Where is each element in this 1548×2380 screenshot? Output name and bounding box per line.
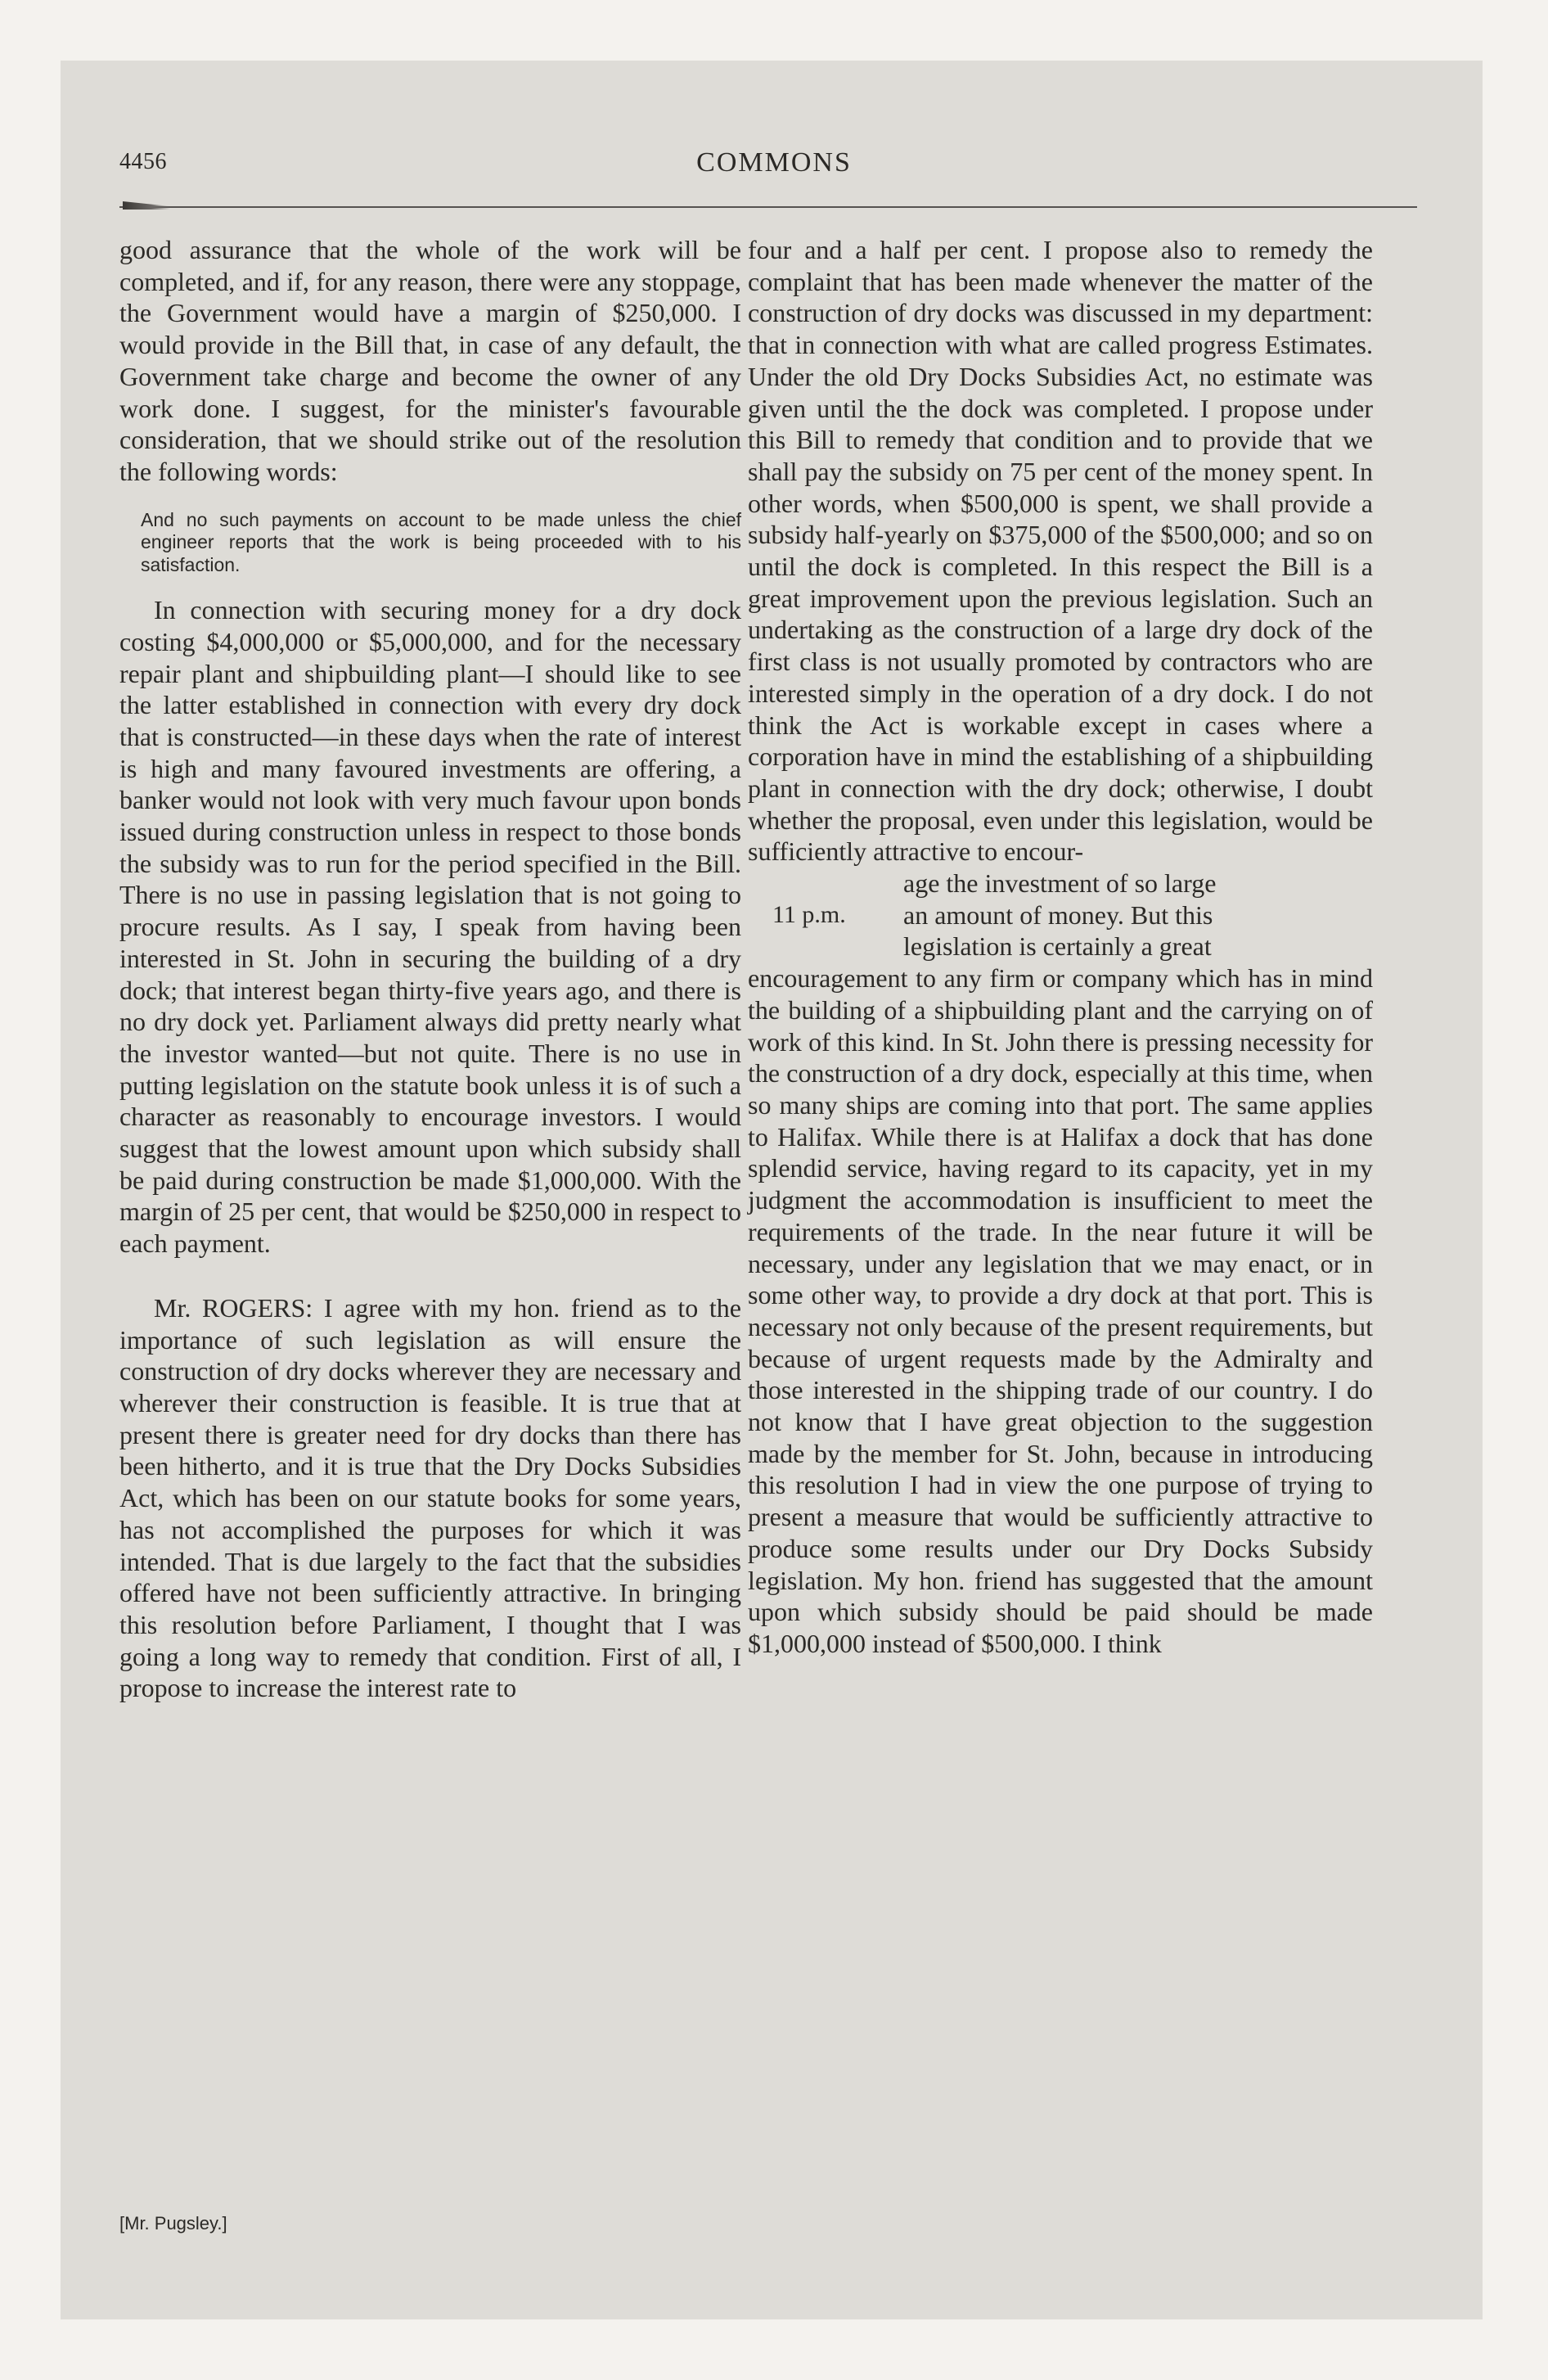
quoted-resolution-words: And no such payments on account to be made unless the chief engineer reports that the work is being proceeded with to his satisfaction. [141,508,741,575]
left-paragraph-rogers: Mr. ROGERS: I agree with my hon. friend as to the importance of such legislation as will ensure the construction of dry docks wherever they are necessary and wherever their construction is feasible. It is true that at present there is greater need for dry docks than there has been hitherto, and it is true that the Dry Docks Subsidies Act, which has been on our statute books for some years, has not accomplished the purposes for which it was intended. That is due largely to the fact that the subsidies offered have not been sufficiently attractive. In bringing this resolution before Parliament, I thought that I was going a long way to remedy that condition. First of all, I propose to increase the interest rate to [119,1292,741,1703]
time-line-3: legislation is certainly a great [903,931,1212,962]
left-paragraph-1: good assurance that the whole of the work will be completed, and if, for any reason, there were any stoppage, the Government would have a margin of $250,000. I would provide in the Bill that, in case of any default, the Government take charge and become the owner of any work done. I suggest, for the minister's favourable consideration, that we should strike out of the resolution the following words: [119,235,741,486]
running-head: COMMONS [696,147,852,178]
time-line-1: age the investment of so large [903,868,1217,899]
left-paragraph-2: In connection with securing money for a dry dock costing $4,000,000 or $5,000,000, and for the necessary repair plant and shipbuilding plant—I should like to see the latter established in connection with every dry dock that is constructed—in these days when the rate of interest is high and many favoured investments are offering, a banker would not look with very much favour upon bonds issued during construction unless in respect to those bonds the subsidy was to run for the period specified in the Bill. There is no use in passing legislation that is not going to procure results. As I say, I speak from having been interested in St. John in securing the building of a dry dock; that interest began thirty-five years ago, and there is no dry dock yet. Parliament always did pretty nearly what the investor wanted—but not quite. There is no use in putting legislation on the statute book unless it is of such a character as reasonably to encourage investors. I would suggest that the lowest amount upon which subsidy shall be paid during construction be made $1,000,000. With the margin of 25 per cent, that would be $250,000 in respect to each payment. [119,595,741,1259]
time-marker-block [748,868,1373,962]
footer-speaker-note: [Mr. Pugsley.] [119,2213,227,2234]
right-paragraph-2: encouragement to any firm or company which has in mind the building of a shipbuilding plant and the carrying on of work of this kind. In St. John there is pressing necessity for the construction of a dry dock, especially at this time, when so many ships are coming into that port. The same applies to Halifax. While there is at Halifax a dock that has done splendid service, having regard to its capacity, yet in my judgment the accommodation is insufficient to meet the requirements of the trade. In the near future it will be necessary, under any legislation that we may enact, or in some other way, to provide a dry dock at that port. This is necessary not only because of the present requirements, but because of urgent requests made by the Admiralty and those interested in the shipping trade of our country. I do not know that I have great objection to the suggestion made by the member for St. John, because in introducing this resolution I had in view the one purpose of trying to present a measure that would be sufficiently attractive to produce some results under our Dry Docks Subsidy legislation. My hon. friend has suggested that the amount upon which subsidy should be paid should be made $1,000,000 instead of $500,000. I think [748,963,1373,1658]
left-column [119,234,741,1704]
header-rule [119,206,1417,208]
time-line-2: an amount of money. But this [903,899,1213,930]
page-number: 4456 [119,149,167,174]
right-column [748,234,1373,1660]
right-paragraph-1: four and a half per cent. I propose also to remedy the complaint that has been made whenever the matter of the construction of dry docks was discussed in my department: that in connection with what are called progress Estimates. Under the old Dry Docks Subsidies Act, no estimate was given until the the dock was completed. I propose under this Bill to remedy that condition and to provide that we shall pay the subsidy on 75 per cent of the money spent. In other words, when $500,000 is spent, we shall provide a subsidy half-yearly on $375,000 of the $500,000; and so on until the dock is completed. In this respect the Bill is a great improvement upon the previous legislation. Such an undertaking as the construction of a large dry dock of the first class is not usually promoted by contractors who are interested simply in the operation of a dry dock. I do not think the Act is workable except in cases where a corporation have in mind the establishing of a shipbuilding plant in connection with the dry dock; otherwise, I doubt whether the proposal, even under this legislation, would be sufficiently attractive to encour- [748,235,1373,867]
time-marker: 11 p.m. [772,900,846,928]
